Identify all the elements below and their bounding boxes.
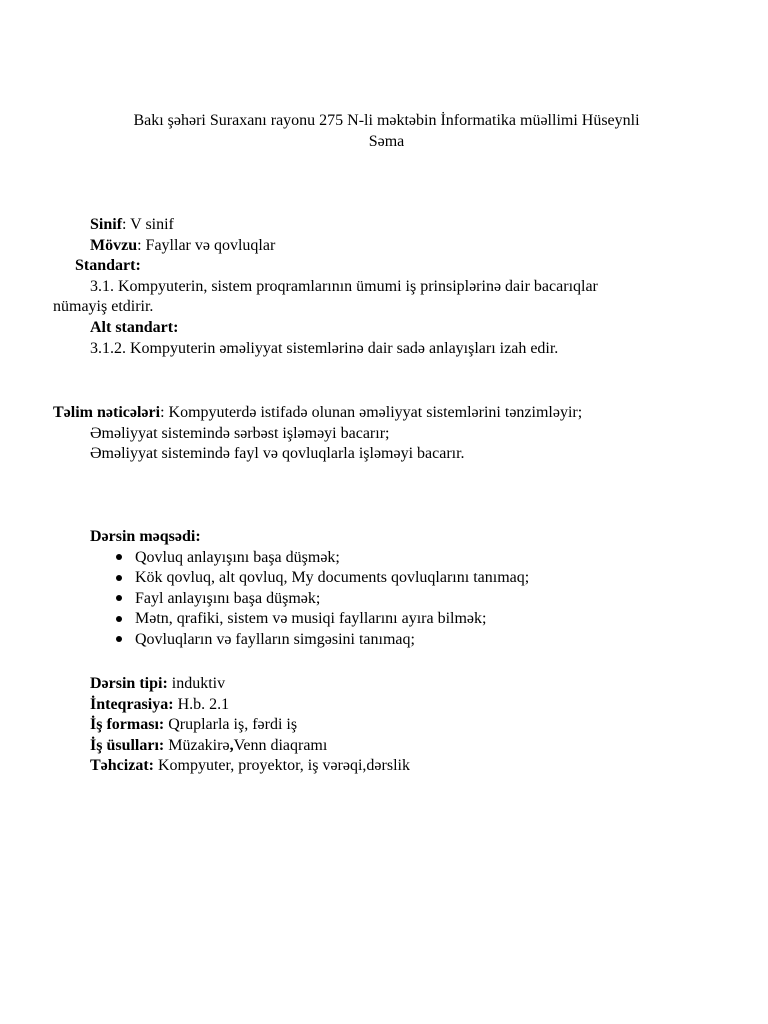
header-line-2: Səma [368,132,405,150]
outcomes-label: Təlim nəticələri [53,404,161,421]
integ-label: İnteqrasiya: [90,695,174,713]
movzu-line [53,236,598,257]
integ-line [90,695,410,716]
tip-label: Dərsin tipi: [90,675,168,692]
standart-label-line [53,256,598,277]
learning-outcomes [53,403,582,465]
tip-value: induktiv [167,675,226,692]
goal-text: Fayl anlayışını başa düşmək; [135,589,321,607]
techizat-label: Təhcizat: [90,757,154,775]
goal-text: Qovluq anlayışını başa düşmək; [135,548,340,566]
bullet-icon [116,575,122,581]
goal-item [90,609,529,630]
goal-item [90,589,529,610]
usul-line [90,736,410,757]
tip-line [90,674,410,695]
movzu-label: Mövzu [90,236,138,254]
forma-label: İş forması: [90,716,165,734]
movzu-value: : Fayllar və qovluqlar [137,236,276,254]
outcomes-line-1 [53,403,582,424]
goal-item [90,548,529,569]
standart-text-line-1: 3.1. Kompyuterin, sistem proqramlarının ümumi iş prinsiplərinə dair bacarıqlar [90,277,598,295]
goal-text: Mətn, qrafiki, sistem və musiqi fayllarını ayıra bilmək; [135,610,487,628]
usul-value-a: Müzakirə [164,736,230,754]
sinif-value: : V sinif [122,216,174,233]
goals-label-line [90,527,529,548]
bullet-icon [116,554,122,560]
forma-line [90,715,410,736]
bullet-icon [116,636,122,642]
sinif-line [53,215,598,236]
usul-comma: , [229,736,234,754]
techizat-value: Kompyuter, proyektor, iş vərəqi,dərslik [153,757,410,775]
alt-standart-label-line [53,318,598,339]
goals-label: Dərsin məqsədi: [90,528,201,545]
forma-value: Qruplarla iş, fərdi iş [164,716,298,734]
bullet-icon [116,616,122,622]
standart-text-line-2: nümayiş etdirir. [53,298,154,316]
bullet-icon [116,595,122,601]
lesson-details [90,674,410,777]
goal-item [90,630,529,651]
sinif-label: Sinif [90,216,123,233]
lesson-goals [90,527,529,651]
techizat-line [90,756,410,777]
integ-value: H.b. 2.1 [173,695,230,713]
document-header [96,111,677,152]
lesson-info [53,215,598,359]
goal-text: Qovluqların və faylların simgəsini tanımaq; [135,630,415,648]
goal-item [90,568,529,589]
usul-value-b: Venn diaqramı [233,736,328,754]
standart-label: Standart: [75,257,141,275]
outcomes-text-1: : Kompyuterdə istifadə olunan əməliyyat sistemlərini tənzimləyir; [160,404,583,421]
usul-label: İş üsulları: [90,736,165,754]
alt-standart-label: Alt standart: [90,318,179,336]
alt-standart-text: 3.1.2. Kompyuterin əməliyyat sistemlərinə dair sadə anlayışları izah edir. [90,339,559,357]
header-line-1: Bakı şəhəri Suraxanı rayonu 275 N-li məktəbin İnformatika müəllimi Hüseynli [133,112,640,129]
goals-list [90,548,529,651]
goal-text: Kök qovluq, alt qovluq, My documents qovluqlarını tanımaq; [135,569,530,587]
outcomes-line-3: Əməliyyat sistemində fayl və qovluqlarla işləməyi bacarır. [90,445,465,463]
outcomes-line-2: Əməliyyat sistemində sərbəst işləməyi bacarır; [90,424,390,442]
